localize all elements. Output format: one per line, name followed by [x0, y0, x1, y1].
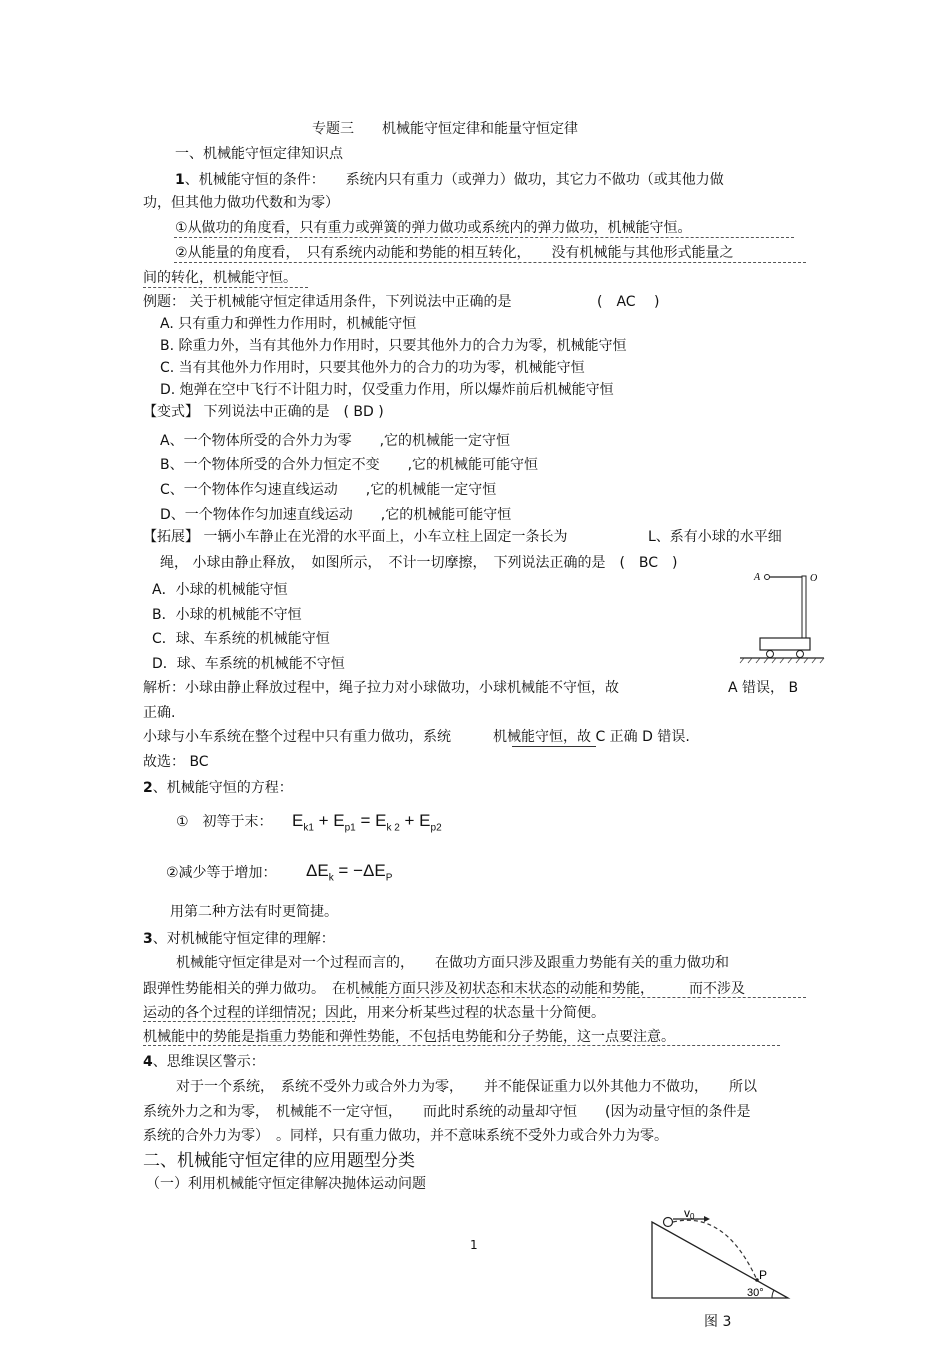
- item-number: 2: [143, 780, 153, 796]
- misconception-line-3: 系统的合外力为零） 。同样，只有重力做功，并不意味系统不受外力或合外力为零。: [143, 1128, 668, 1144]
- understanding-heading: [143, 930, 335, 948]
- work-view-text: ①从做功的角度看，只有重力或弹簧的弹力做功或系统内的弹力做功，机械能守恒。: [175, 220, 692, 236]
- analysis-line-1b: A 错误， B: [728, 680, 799, 696]
- variant-option-b: B、一个物体所受的合外力恒定不变 ,它的机械能可能守恒: [160, 457, 539, 473]
- underline: [143, 1021, 355, 1022]
- item-number: 4: [143, 1054, 153, 1070]
- condition-text: 、机械能守恒的条件： 系统内只有重力（或弹力）做功，其它力不做功（或其他力做: [184, 172, 724, 188]
- underline: [143, 287, 308, 288]
- analysis-line-1: 解析：小球由静止释放过程中，绳子拉力对小球做功，小球机械能不守恒，故: [143, 680, 619, 696]
- example-option-a: A. 只有重力和弹性力作用时，机械能守恒: [160, 316, 417, 332]
- method-1-label: ① 初等于末：: [176, 814, 273, 830]
- figure-caption: 图 3: [704, 1314, 732, 1330]
- misconception-line-1: 对于一个系统， 系统不受外力或合外力为零， 并不能保证重力以外其他力不做功， 所以: [176, 1079, 757, 1095]
- angle-label: 30°: [747, 1287, 764, 1299]
- underline: [356, 997, 806, 998]
- part-two-subheading: （一）利用机械能守恒定律解决抛体运动问题: [146, 1176, 426, 1192]
- equation-1: $E_{k1} + E_{p1} = E_{k 2} + E_{p2}$: [292, 811, 442, 834]
- example-stem: 例题： 关于机械能守恒定律适用条件，下列说法中正确的是: [143, 294, 512, 310]
- method-2-label: ②减少等于增加：: [166, 865, 277, 881]
- extension-option-c: C．球、车系统的机械能守恒: [152, 631, 330, 647]
- item-number: 3: [143, 931, 153, 947]
- analysis-line-2-b: ，故 C 正确 D 错误.: [563, 729, 690, 745]
- method-note: 用第二种方法有时更简捷。: [170, 904, 338, 920]
- example-option-d: D. 炮弹在空中飞行不计阻力时，仅受重力作用，所以爆炸前后机械能守恒: [160, 382, 614, 398]
- understanding-line-3: 运动的各个过程的详细情况；因此，用来分析某些过程的状态量十分简便。: [143, 1005, 605, 1021]
- condition-continuation: 功，但其他力做功代数和为零）: [143, 195, 339, 211]
- misconception-line-2: 系统外力之和为零， 机械能不一定守恒， 而此时系统的动量却守恒 (因为动量守恒的条件是: [143, 1104, 751, 1120]
- cart-figure: [738, 568, 828, 668]
- part-two-heading: 二、机械能守恒定律的应用题型分类: [143, 1151, 415, 1171]
- understanding-heading-text: 、对机械能守恒定律的理解：: [152, 931, 335, 947]
- point-o-label: O: [810, 573, 818, 584]
- example-answer: ( AC ): [597, 294, 660, 310]
- page-number: 1: [470, 1238, 478, 1252]
- page-title: 专题三 机械能守恒定律和能量守恒定律: [312, 121, 578, 137]
- example-option-b: B. 除重力外，当有其他外力作用时，只要其他外力的合力为零，机械能守恒: [160, 338, 627, 354]
- understanding-line-2: 跟弹性势能相关的弹力做功。 在机械能方面只涉及初状态和末状态的动能和势能， 而不涉及: [143, 981, 745, 997]
- analysis-answer: 故选： BC: [143, 754, 209, 770]
- analysis-line-2: [143, 728, 690, 746]
- point-p-label: P: [759, 1268, 768, 1282]
- misconception-heading-text: 、思维误区警示：: [152, 1054, 265, 1070]
- condition-paragraph: [175, 171, 724, 189]
- equation-heading: [143, 779, 293, 797]
- analysis-line-2-a: 小球与小车系统在整个过程中只有重力做功，系统: [143, 729, 451, 745]
- example-option-c: C. 当有其他外力作用时，只要其他外力的合力的功为零，机械能守恒: [160, 360, 585, 376]
- underline: [174, 237, 794, 238]
- variant-option-d: D、一个物体作匀加速直线运动 ,它的机械能可能守恒: [160, 507, 512, 523]
- extension-stem-2: 绳， 小球由静止释放， 如图所示， 不计一切摩擦， 下列说法正确的是 ( BC ): [160, 555, 678, 571]
- variant-option-a: A、一个物体所受的合外力为零 ,它的机械能一定守恒: [160, 433, 511, 449]
- understanding-line-1: 机械能守恒定律是对一个过程而言的， 在做功方面只涉及跟重力势能有关的重力做功和: [176, 955, 729, 971]
- misconception-heading: [143, 1053, 265, 1071]
- energy-view-text: ②从能量的角度看， 只有系统内动能和势能的相互转化， 没有机械能与其他形式能量之: [175, 245, 734, 261]
- extension-option-a: A．小球的机械能守恒: [152, 582, 288, 598]
- variant-option-c: C、一个物体作匀速直线运动 ,它的机械能一定守恒: [160, 482, 497, 498]
- section-heading-knowledge: 一、机械能守恒定律知识点: [175, 146, 343, 162]
- underline: [512, 746, 596, 747]
- extension-stem-1: 【拓展】 一辆小车静止在光滑的水平面上，小车立柱上固定一条长为: [143, 529, 568, 545]
- equation-heading-text: 、机械能守恒的方程：: [152, 780, 293, 796]
- extension-option-d: D．球、车系统的机械能不守恒: [152, 656, 345, 672]
- analysis-line-1c: 正确.: [143, 705, 176, 721]
- v0-label: v0: [684, 1206, 695, 1221]
- point-a-label: A: [754, 572, 761, 583]
- incline-figure: [640, 1200, 800, 1310]
- variant-stem: 【变式】 下列说法中正确的是 ( BD ): [143, 404, 384, 420]
- analysis-underlined: 机械能守恒: [493, 729, 563, 745]
- item-number: 1: [175, 172, 185, 188]
- extension-option-b: B．小球的机械能不守恒: [152, 607, 302, 623]
- equation-2: $\Delta E_k = -\Delta E_P$: [306, 861, 393, 884]
- underline: [174, 262, 806, 263]
- extension-stem-1b: L、系有小球的水平细: [648, 529, 782, 545]
- energy-view-continuation: 间的转化，机械能守恒。: [143, 270, 297, 286]
- underline: [143, 1045, 780, 1046]
- understanding-line-4: 机械能中的势能是指重力势能和弹性势能，不包括电势能和分子势能，这一点要注意。: [143, 1029, 675, 1045]
